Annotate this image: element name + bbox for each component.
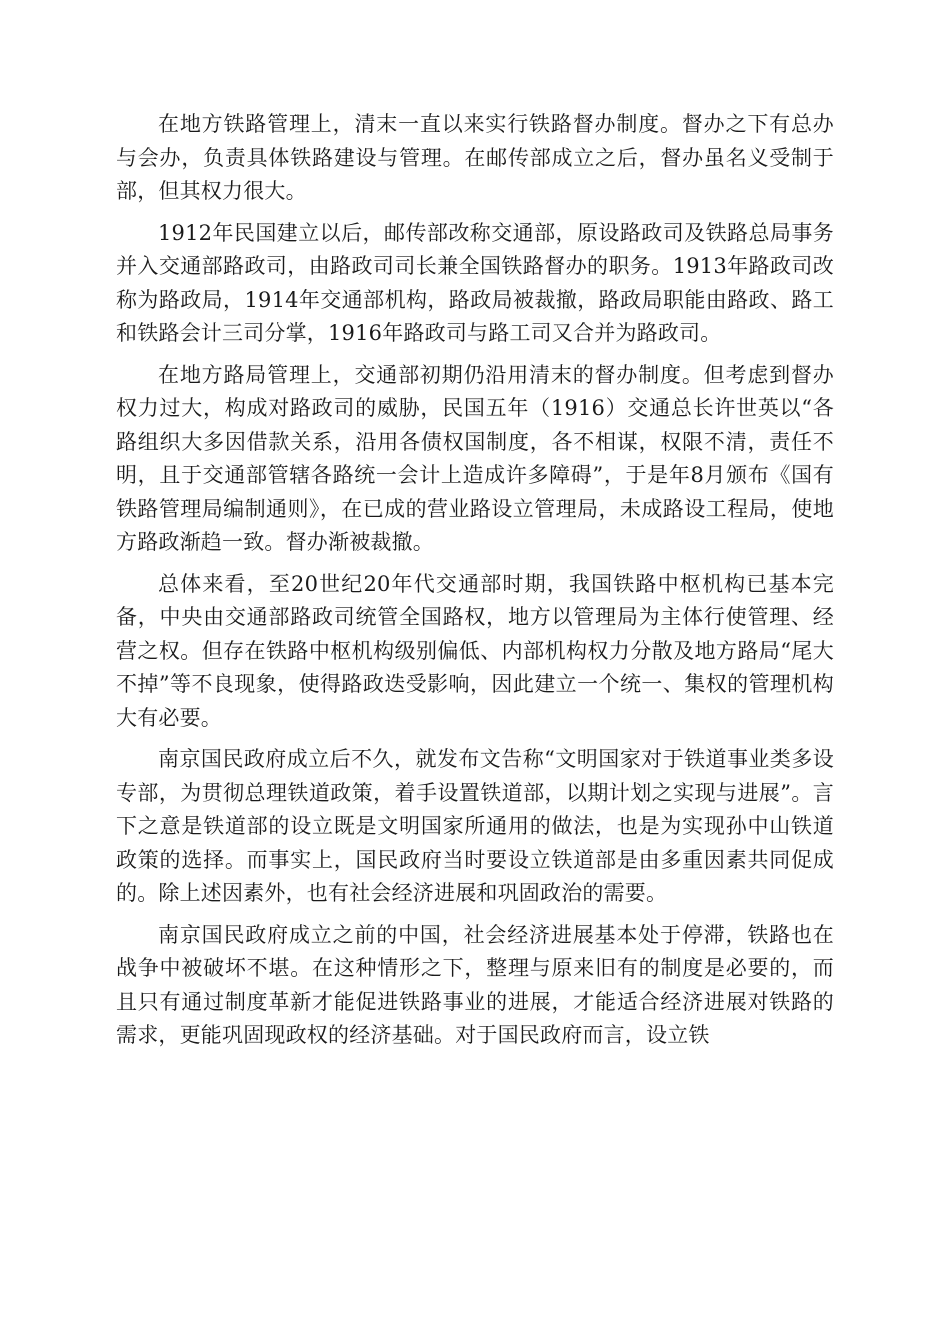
paragraph-republic-ministry: 1912年民国建立以后，邮传部改称交通部，原设路政司及铁路总局事务并入交通部路政司，由路政司司长兼全国铁路督办的职务。1913年路政司改称为路政局，1914年交通部机构，路政局被裁撤，路政局职能由路政、路工和铁路会计三司分掌，1916年路政司与路工司又合并为路政司。: [116, 220, 834, 345]
document-page: [116, 108, 834, 1061]
paragraph-local-railway-supervision: 在地方铁路管理上，清末一直以来实行铁路督办制度。督办之下有总办与会办，负责具体铁路建设与管理。在邮传部成立之后，督办虽名义受制于部，但其权力很大。: [116, 112, 834, 203]
paragraph-nanjing-government: 南京国民政府成立后不久，就发布文告称“文明国家对于铁道事业类多设专部，为贯彻总理铁道政策，着手设置铁道部，以期计划之实现与进展”。言下之意是铁道部的设立既是文明国家所通用的做法，也是为实现孙中山铁道政策的选择。而事实上，国民政府当时要设立铁道部是由多重因素共同促成的。除上述因素外，也有社会经济进展和巩固政治的需要。: [116, 747, 834, 905]
paragraph-prior-china: 南京国民政府成立之前的中国，社会经济进展基本处于停滞，铁路也在战争中被破坏不堪。在这种情形之下，整理与原来旧有的制度是必要的，而且只有通过制度革新才能促进铁路事业的进展，才能适合经济进展对铁路的需求，更能巩固现政权的经济基础。对于国民政府而言，设立铁: [116, 922, 834, 1047]
paragraph-overall-view: 总体来看，至20世纪20年代交通部时期，我国铁路中枢机构已基本完备，中央由交通部路政司统管全国路权，地方以管理局为主体行使管理、经营之权。但存在铁路中枢机构级别偏低、内部机构权力分散及地方路局“尾大不掉”等不良现象，使得路政迭受影响，因此建立一个统一、集权的管理机构大有必要。: [116, 571, 834, 730]
paragraph-local-bureau-management: 在地方路局管理上，交通部初期仍沿用清末的督办制度。但考虑到督办权力过大，构成对路政司的威胁，民国五年（1916）交通总长许世英以“各路组织大多因借款关系，沿用各债权国制度，各不相谋，权限不清，责任不明，且于交通部管辖各路统一会计上造成许多障碍”，于是年8月颁布《国有铁路管理局编制通则》，在已成的营业路设立管理局，未成路设工程局，使地方路政渐趋一致。督办渐被裁撤。: [116, 362, 834, 554]
